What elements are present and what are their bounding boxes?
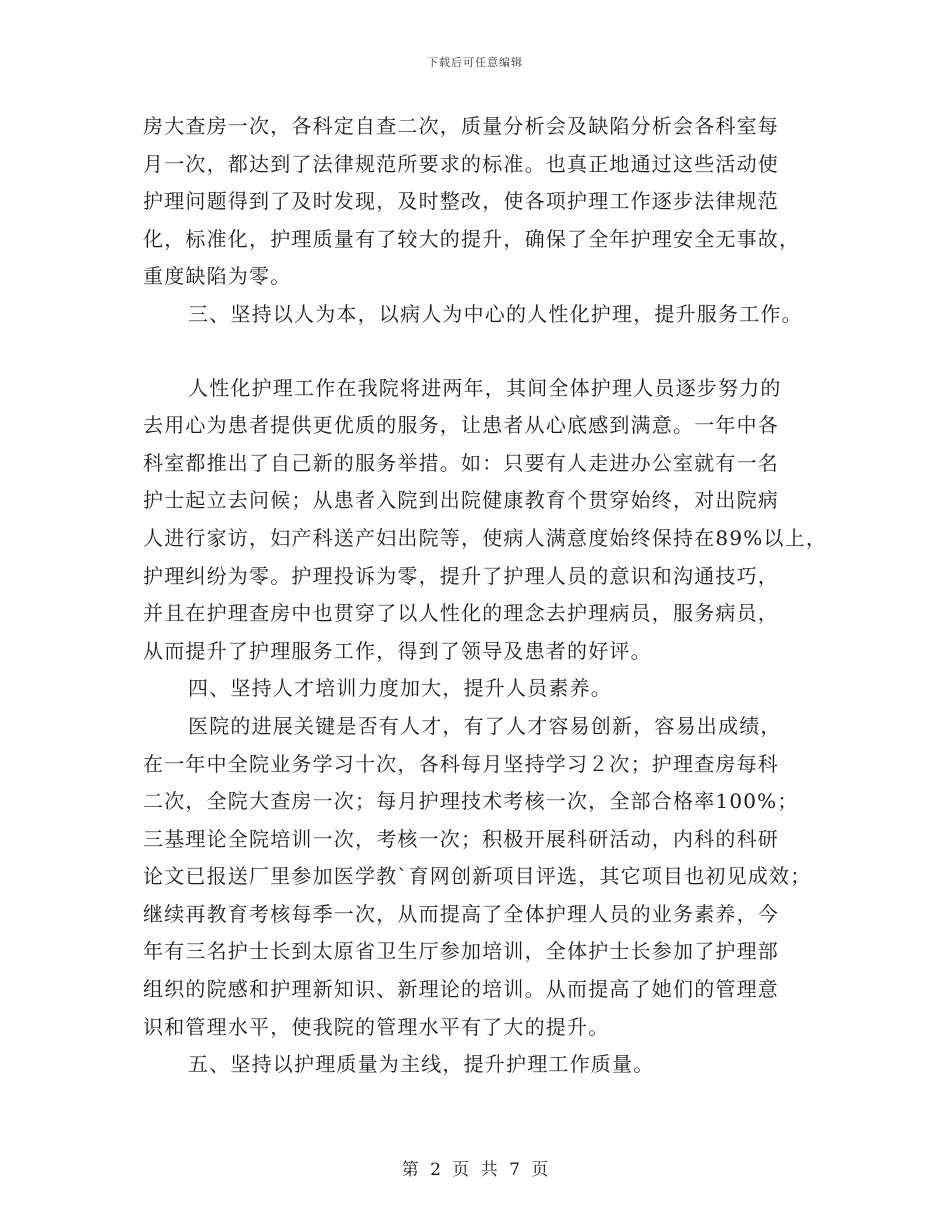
body-line: 识和管理水平，使我院的管理水平有了大的提升。	[143, 1014, 610, 1039]
body-line: 护理纠纷为零。护理投诉为零，提升了护理人员的意识和沟通技巧，	[143, 563, 779, 588]
paragraph-gap	[143, 334, 833, 370]
body-line: 护理问题得到了及时发现，及时整改，使各项护理工作逐步法律规范	[143, 189, 779, 214]
section-heading-4: 四、坚持人才培训力度加大，提升人员素养。	[188, 676, 612, 701]
document-body	[143, 108, 833, 1084]
body-line: 月一次，都达到了法律规范所要求的标准。也真正地通过这些活动使	[143, 151, 779, 176]
section-heading-3: 三、坚持以人为本，以病人为中心的人性化护理，提升服务工作。	[188, 301, 803, 326]
body-line: 从而提升了护理服务工作，得到了领导及患者的好评。	[143, 638, 652, 663]
section-heading-5: 五、坚持以护理质量为主线，提升护理工作质量。	[188, 1052, 655, 1077]
body-line: 并且在护理查房中也贯穿了以人性化的理念去护理病员，服务病员，	[143, 601, 779, 626]
page-number-footer: 第 2 页 共 7 页	[401, 1160, 549, 1180]
body-line: 论文已报送厂里参加医学教`育网创新项目评选，其它项目也初见成效；	[143, 864, 812, 889]
body-line: 化，标准化，护理质量有了较大的提升，确保了全年护理安全无事故，	[143, 226, 801, 251]
body-line: 房大查房一次，各科定自查二次，质量分析会及缺陷分析会各科室每	[143, 114, 779, 138]
body-line: 二次，全院大查房一次；每月护理技术考核一次，全部合格率100%；	[143, 789, 799, 814]
body-line: 继续再教育考核每季一次，从而提高了全体护理人员的业务素养，今	[143, 901, 779, 926]
body-line: 护士起立去问候；从患者入院到出院健康教育个贯穿始终，对出院病	[143, 488, 779, 513]
body-line: 三基理论全院培训一次，考核一次；积极开展科研活动，内科的科研	[143, 826, 779, 851]
body-line: 人性化护理工作在我院将进两年，其间全体护理人员逐步努力的	[188, 375, 782, 400]
body-line: 医院的进展关键是否有人才，有了人才容易创新，容易出成绩，	[188, 713, 782, 738]
body-line: 去用心为患者提供更优质的服务，让患者从心底感到满意。一年中各	[143, 413, 779, 438]
body-line: 组织的院感和护理新知识、新理论的培训。从而提高了她们的管理意	[143, 977, 779, 1002]
page-header: 下载后可任意编辑	[427, 56, 523, 69]
body-line: 重度缺陷为零。	[143, 264, 292, 289]
body-line: 科室都推出了自己新的服务举措。如：只要有人走进办公室就有一名	[143, 450, 779, 475]
body-line: 人进行家访，妇产科送产妇出院等，使病人满意度始终保持在89%以上，	[143, 525, 828, 550]
body-line: 在一年中全院业务学习十次，各科每月坚持学习２次；护理查房每科	[143, 751, 779, 776]
body-line: 年有三名护士长到太原省卫生厅参加培训，全体护士长参加了护理部	[143, 939, 779, 964]
